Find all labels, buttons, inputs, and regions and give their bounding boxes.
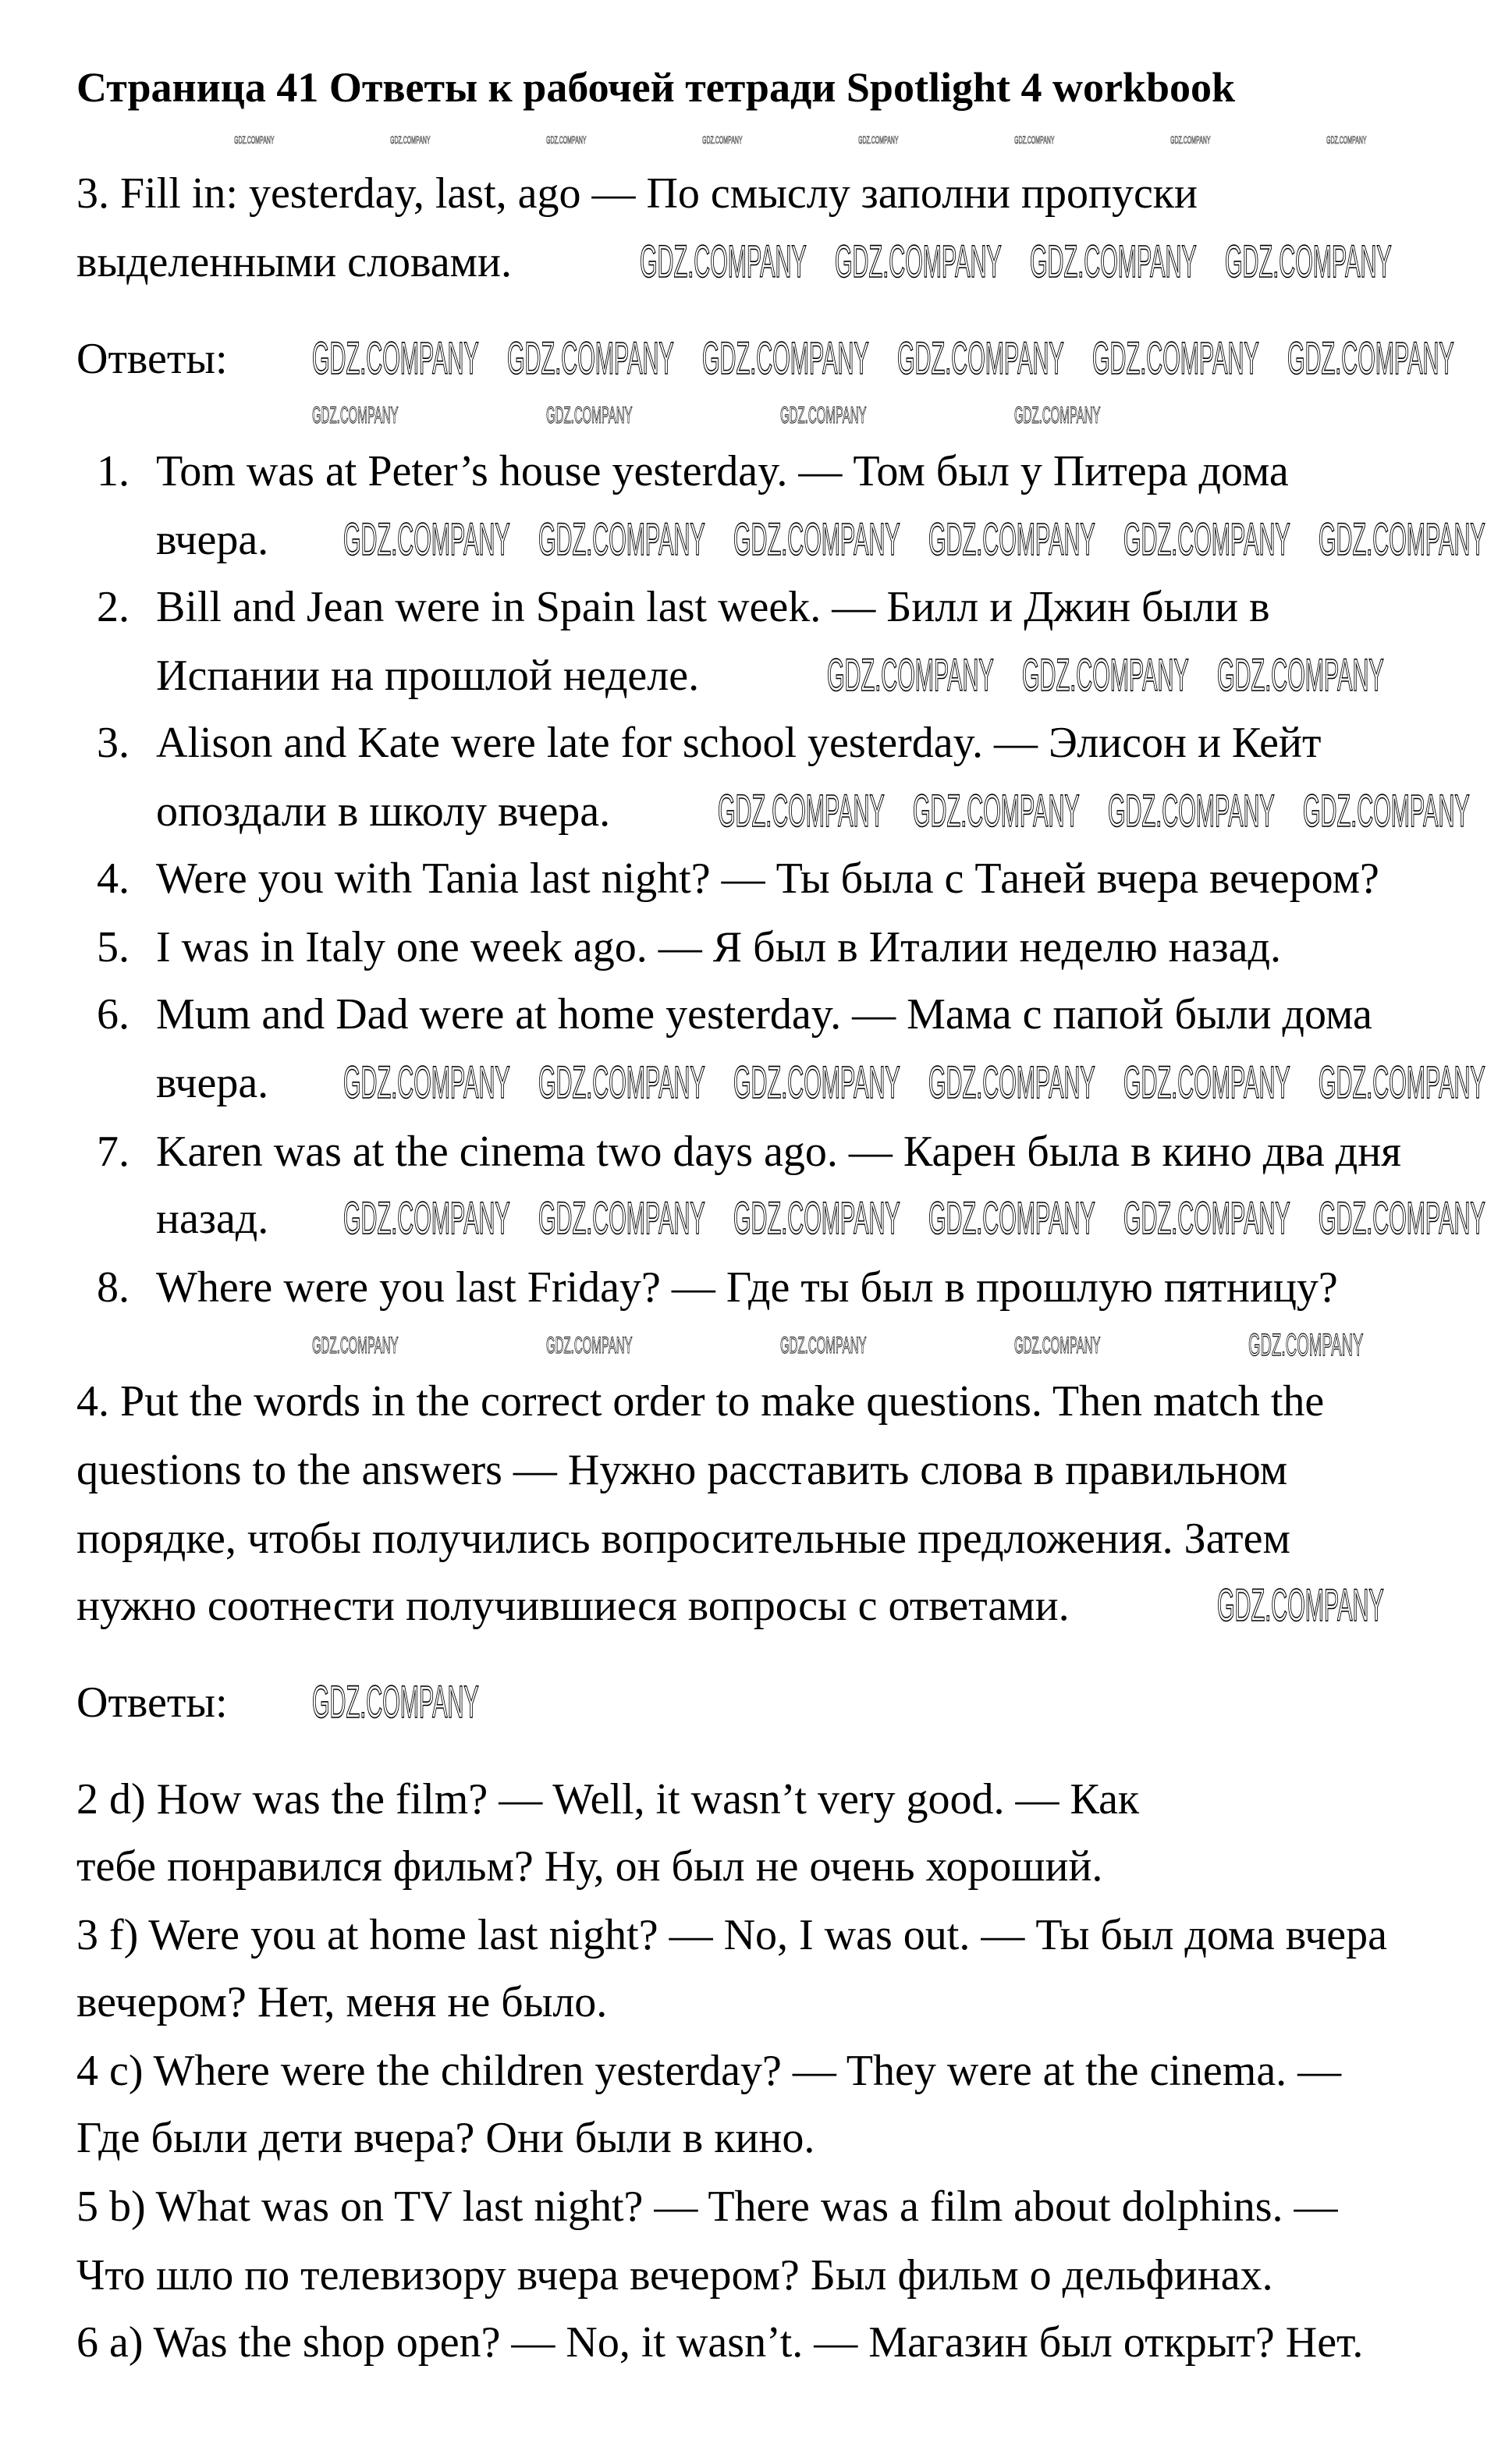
task-line: 3. Fill in: yesterday, last, ago — По смыслу заполни пропуски [76,169,1198,218]
list-item: Mum and Dad were at home yesterday. — Мама с папой были дома [156,990,1372,1039]
watermark: GDZ.COMPANY [1014,133,1055,146]
watermark: GDZ.COMPANY [312,403,399,428]
task-line: нужно соотнести получившиеся вопросы с ответами. [76,1582,1070,1630]
watermark: GDZ.COMPANY [718,786,885,836]
watermark: GDZ.COMPANY [835,236,1002,287]
list-item-cont: Испании на прошлой неделе. [156,652,700,700]
watermark: GDZ.COMPANY [928,1193,1095,1244]
task-line: questions to the answers — Нужно расставить слова в правильном [76,1446,1288,1494]
watermark: GDZ.COMPANY [640,236,807,287]
list-item: I was in Italy one week ago. — Я был в Италии неделю назад. [156,923,1281,971]
watermark: GDZ.COMPANY [1217,650,1384,701]
answer-line: Что шло по телевизору вчера вечером? Был фильм о дельфинах. [76,2251,1273,2300]
list-item: Where were you last Friday? — Где ты был в прошлую пятницу? [156,1263,1338,1312]
answers-label: Ответы: [76,335,228,383]
watermark: GDZ.COMPANY [312,1333,399,1358]
list-number: 5. [97,923,130,971]
list-item-cont: вчера. [156,1059,269,1107]
watermark: GDZ.COMPANY [1123,514,1290,565]
list-item-cont: назад. [156,1195,269,1243]
watermark: GDZ.COMPANY [312,1677,479,1728]
answer-line: тебе понравился фильм? Ну, он был не очень хороший. [76,1842,1103,1891]
watermark: GDZ.COMPANY [928,1057,1095,1108]
watermark: GDZ.COMPANY [1326,133,1367,146]
list-item-cont: вчера. [156,516,269,564]
task-line: 4. Put the words in the correct order to make questions. Then match the [76,1377,1325,1426]
list-item-cont: опоздали в школу вчера. [156,787,611,836]
watermark: GDZ.COMPANY [1108,786,1275,836]
watermark: GDZ.COMPANY [1123,1057,1290,1108]
watermark: GDZ.COMPANY [1014,1333,1101,1358]
watermark: GDZ.COMPANY [780,1333,867,1358]
watermark: GDZ.COMPANY [928,514,1095,565]
list-item: Alison and Kate were late for school yesterday. — Элисон и Кейт [156,719,1322,767]
watermark: GDZ.COMPANY [1225,236,1392,287]
watermark: GDZ.COMPANY [1030,236,1197,287]
task-line: порядке, чтобы получились вопросительные предложения. Затем [76,1515,1290,1563]
watermark: GDZ.COMPANY [538,1057,705,1108]
watermark: GDZ.COMPANY [733,1057,900,1108]
watermark: GDZ.COMPANY [343,1193,510,1244]
watermark: GDZ.COMPANY [343,514,510,565]
list-number: 8. [97,1263,130,1312]
watermark: GDZ.COMPANY [343,1057,510,1108]
watermark: GDZ.COMPANY [1319,1193,1485,1244]
watermark: GDZ.COMPANY [858,133,899,146]
watermark: GDZ.COMPANY [827,650,994,701]
task-line: выделенными словами. [76,238,512,286]
watermark: GDZ.COMPANY [733,514,900,565]
watermark: GDZ.COMPANY [1319,514,1485,565]
list-item: Karen was at the cinema two days ago. — Карен была в кино два дня [156,1128,1401,1176]
answer-line: вечером? Нет, меня не было. [76,1978,608,2026]
list-number: 4. [97,854,130,903]
list-item: Were you with Tania last night? — Ты была с Таней вчера вечером? [156,854,1379,903]
watermark: GDZ.COMPANY [733,1193,900,1244]
watermark: GDZ.COMPANY [702,333,869,384]
watermark: GDZ.COMPANY [546,1333,633,1358]
list-item: Bill and Jean were in Spain last week. — Билл и Джин были в [156,583,1270,631]
watermark: GDZ.COMPANY [1092,333,1259,384]
answer-line: 6 a) Was the shop open? — No, it wasn’t. — Магазин был открыт? Нет. [76,2318,1364,2367]
watermark: GDZ.COMPANY [1170,133,1211,146]
watermark: GDZ.COMPANY [1319,1057,1485,1108]
watermark: GDZ.COMPANY [538,1193,705,1244]
watermark: GDZ.COMPANY [1217,1580,1384,1631]
answer-line: 4 c) Where were the children yesterday? — They were at the cinema. — [76,2047,1342,2095]
watermark: GDZ.COMPANY [507,333,674,384]
list-number: 1. [97,447,130,495]
watermark: GDZ.COMPANY [1248,1328,1364,1362]
page-title: Страница 41 Ответы к рабочей тетради Spotlight 4 workbook [76,64,1236,111]
answers-label: Ответы: [76,1678,228,1727]
watermark: GDZ.COMPANY [1014,403,1101,428]
watermark: GDZ.COMPANY [234,133,275,146]
answer-line: 3 f) Were you at home last night? — No, I was out. — Ты был дома вчера [76,1911,1387,1959]
watermark: GDZ.COMPANY [1303,786,1470,836]
answer-line: Где были дети вчера? Они были в кино. [76,2114,815,2162]
answer-line: 2 d) How was the film? — Well, it wasn’t very good. — Как [76,1775,1140,1824]
watermark: GDZ.COMPANY [546,133,587,146]
watermark: GDZ.COMPANY [1287,333,1454,384]
list-item: Tom was at Peter’s house yesterday. — Том был у Питера дома [156,447,1289,495]
list-number: 7. [97,1128,130,1176]
watermark: GDZ.COMPANY [780,403,867,428]
watermark: GDZ.COMPANY [702,133,743,146]
watermark: GDZ.COMPANY [1022,650,1189,701]
list-number: 2. [97,583,130,631]
watermark: GDZ.COMPANY [1123,1193,1290,1244]
watermark: GDZ.COMPANY [538,514,705,565]
watermark: GDZ.COMPANY [897,333,1064,384]
watermark: GDZ.COMPANY [546,403,633,428]
watermark: GDZ.COMPANY [312,333,479,384]
watermark: GDZ.COMPANY [390,133,431,146]
watermark: GDZ.COMPANY [913,786,1080,836]
list-number: 6. [97,990,130,1039]
answer-line: 5 b) What was on TV last night? — There was a film about dolphins. — [76,2182,1338,2231]
list-number: 3. [97,719,130,767]
